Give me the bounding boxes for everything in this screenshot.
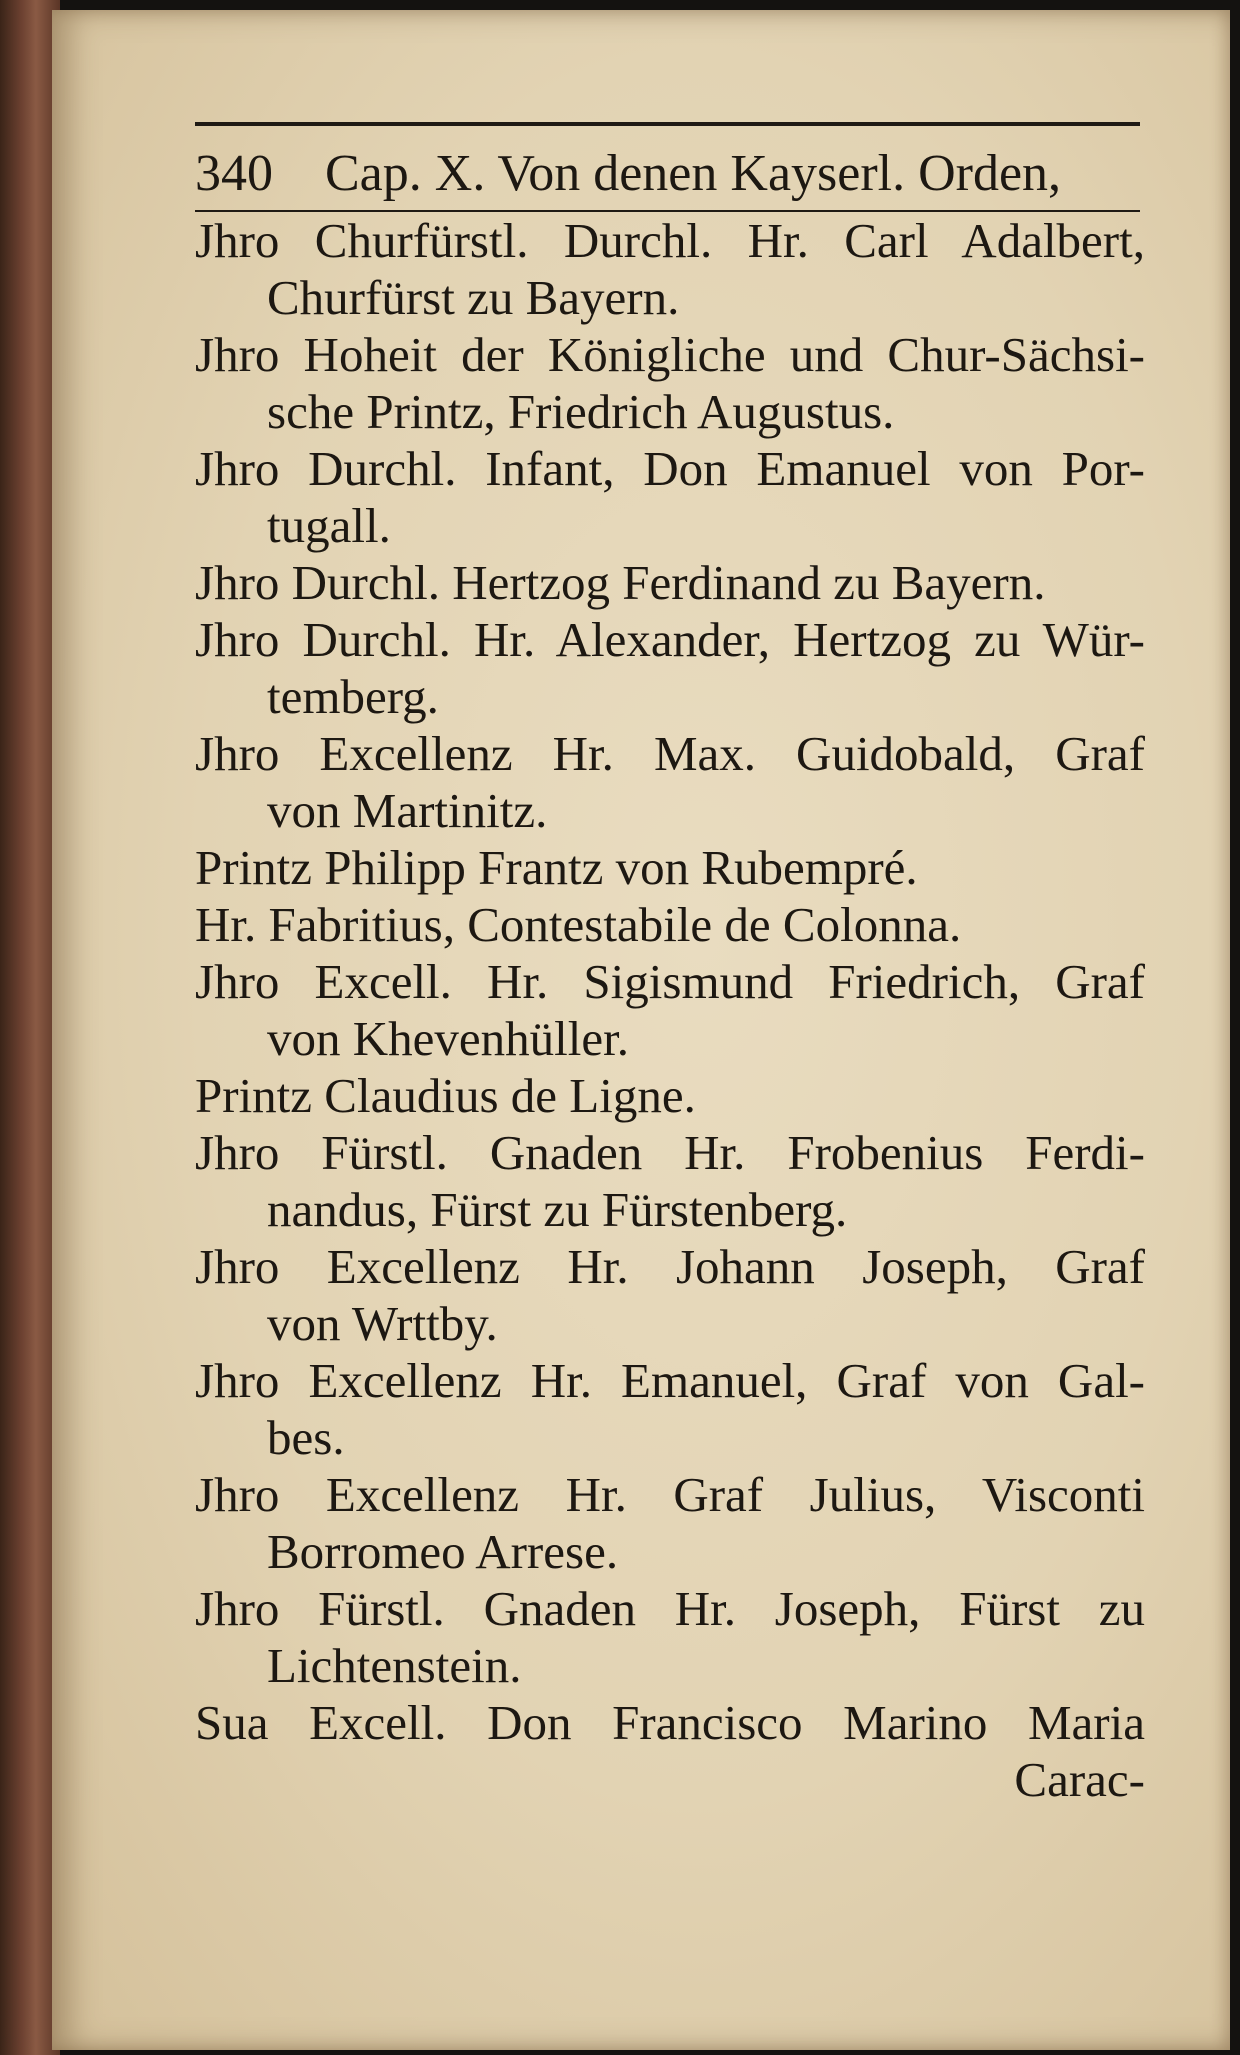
entry-line: Jhro Fürstl. Gnaden Hr. Frobenius Ferdi- [195,1125,1145,1180]
entry-continuation-line: bes. [267,1410,345,1465]
entry-continuation-line: Borromeo Arrese. [267,1524,619,1579]
list-item [195,725,1145,839]
list-item [195,611,1145,725]
entry-continuation-line: Churfürst zu Bayern. [267,270,680,325]
entry-line: Jhro Durchl. Infant, Don Emanuel von Por- [195,441,1145,496]
list-item [195,1466,1145,1580]
entry-line: Jhro Excellenz Hr. Max. Guidobald, Graf [195,726,1145,781]
entry-line: Jhro Hoheit der Königliche und Chur-Sächsi- [195,327,1145,382]
entry-list [195,212,1145,1807]
entry-continuation-line: temberg. [267,669,439,724]
entry-line: Jhro Churfürstl. Durchl. Hr. Carl Adalbert, [195,213,1145,268]
entry-continuation-line: von Khevenhüller. [267,1011,629,1066]
list-item [195,1067,1145,1124]
entry-continuation-line: sche Printz, Friedrich Augustus. [267,384,895,439]
list-item [195,1238,1145,1352]
list-item [195,1352,1145,1466]
entry-line: Jhro Durchl. Hr. Alexander, Hertzog zu Wür- [195,612,1145,667]
entry-line: Jhro Excellenz Hr. Johann Joseph, Graf [195,1239,1145,1294]
entry-line: Hr. Fabritius, Contestabile de Colonna. [195,897,962,952]
list-item [195,212,1145,326]
entry-line: Jhro Fürstl. Gnaden Hr. Joseph, Fürst zu [195,1581,1145,1636]
book-edge [0,0,60,2055]
running-head: Cap. X. Von denen Kayserl. Orden, [325,145,1062,202]
entry-line: Printz Philipp Frantz von Rubempré. [195,840,918,895]
entry-line: Jhro Excellenz Hr. Graf Julius, Visconti [195,1467,1145,1522]
entry-continuation-line: tugall. [267,498,391,553]
entry-line: Jhro Excellenz Hr. Emanuel, Graf von Gal- [195,1353,1145,1408]
entry-line: Jhro Durchl. Hertzog Ferdinand zu Bayern. [195,555,1046,610]
list-item [195,1580,1145,1694]
entry-continuation-line: Lichtenstein. [267,1638,522,1693]
entry-continuation-line: von Wrttby. [267,1296,498,1351]
page-header [195,122,1140,212]
list-item [195,326,1145,440]
entry-line: Printz Claudius de Ligne. [195,1068,696,1123]
list-item [195,896,1145,953]
list-item [195,839,1145,896]
list-item [195,440,1145,554]
entry-line: Sua Excell. Don Francisco Marino Maria [195,1695,1145,1750]
entry-continuation-line: nandus, Fürst zu Fürstenberg. [267,1182,848,1237]
entry-line: Jhro Excell. Hr. Sigismund Friedrich, Graf [195,954,1145,1009]
page-number: 340 [195,145,273,202]
entry-continuation-line: von Martinitz. [267,783,548,838]
list-item [195,1694,1145,1751]
list-item [195,1124,1145,1238]
list-item [195,554,1145,611]
list-item [195,953,1145,1067]
catchword: Carac- [1014,1752,1145,1807]
